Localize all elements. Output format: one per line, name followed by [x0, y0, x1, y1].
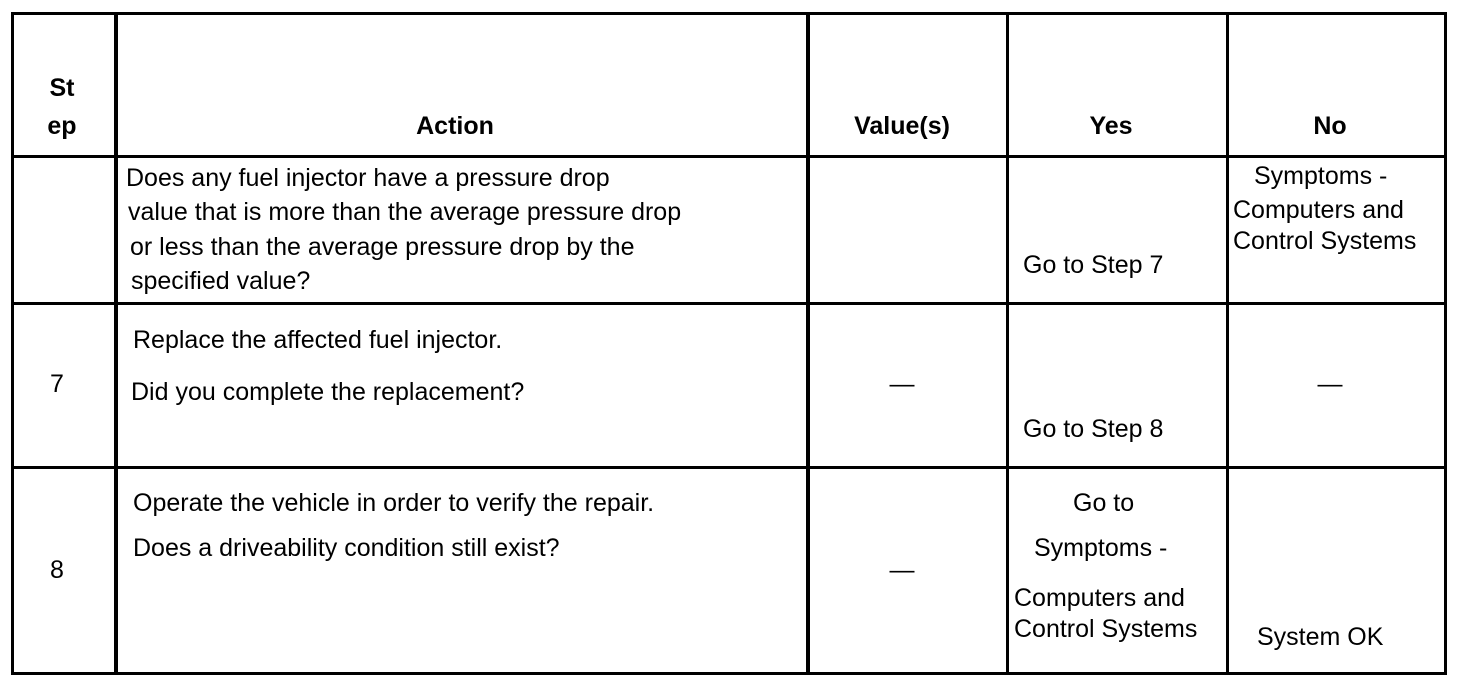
row-divider — [14, 302, 1444, 305]
value-text: — — [889, 556, 915, 584]
yes-link[interactable]: Computers and — [1014, 584, 1185, 612]
row-divider — [14, 466, 1444, 469]
action-text: Operate the vehicle in order to verify the repair. — [133, 489, 655, 517]
header-values: Value(s) — [854, 112, 950, 140]
yes-link[interactable]: Symptoms - — [1034, 534, 1168, 562]
header-step-line2: ep — [47, 112, 77, 140]
no-text: System OK — [1257, 623, 1384, 651]
action-text: Does any fuel injector have a pressure drop — [126, 164, 610, 192]
action-text: Does a driveability condition still exist? — [133, 534, 560, 562]
action-text: specified value? — [131, 267, 311, 295]
header-no: No — [1313, 112, 1347, 140]
no-text: Computers and — [1233, 196, 1404, 224]
no-text: Symptoms - — [1254, 162, 1388, 190]
header-action: Action — [416, 112, 494, 140]
no-text: Control Systems — [1233, 227, 1417, 255]
yes-link[interactable]: Control Systems — [1014, 615, 1198, 643]
action-text: or less than the average pressure drop by the — [130, 233, 635, 261]
action-text: Did you complete the replacement? — [131, 378, 525, 406]
step-number: 8 — [50, 556, 64, 584]
row-divider — [14, 155, 1444, 158]
action-text: Replace the affected fuel injector. — [133, 326, 503, 354]
yes-link[interactable]: Go to Step 7 — [1023, 251, 1164, 279]
no-text: — — [1317, 370, 1343, 398]
step-number: 7 — [50, 370, 64, 398]
yes-link[interactable]: Go to — [1073, 489, 1135, 517]
value-text: — — [889, 370, 915, 398]
action-text: value that is more than the average pressure drop — [128, 198, 682, 226]
header-step-line1: St — [49, 74, 75, 102]
header-yes: Yes — [1089, 112, 1133, 140]
yes-link[interactable]: Go to Step 8 — [1023, 415, 1164, 443]
